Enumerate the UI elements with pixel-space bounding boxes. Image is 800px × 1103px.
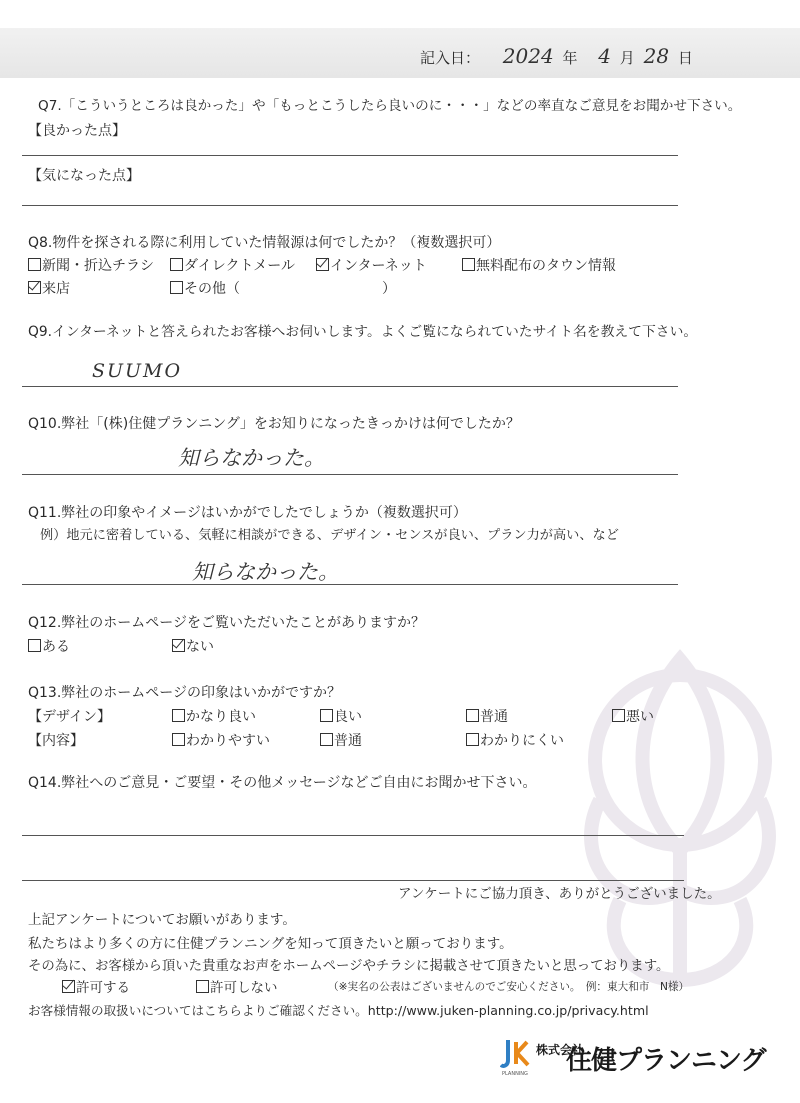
date-year: 2024 [502,44,554,68]
q7-question: Q7.「こういうところは良かった」や「もっとこうしたら良いのに・・・」などの率直なご意見をお聞かせ下さい。 [38,98,742,114]
q13-design-bad[interactable] [612,706,654,726]
q7-concern-label: 【気になった点】 [28,168,140,184]
q13-checkbox-very-good[interactable] [172,709,185,722]
company-logo [500,1038,785,1078]
q8-other-close: ） [382,281,396,297]
q13-option-label: 良い [334,709,362,725]
q13-design-good[interactable] [320,706,362,726]
q8-option-dm[interactable] [170,255,295,275]
footer-line-1: 上記アンケートについてお願いがあります。 [28,912,296,928]
q8-checkbox-visit[interactable] [28,281,41,294]
q9-answer-line [22,386,678,387]
deny-label: 許可しない [210,980,278,996]
q8-question: Q8.物件を探される際に利用していた情報源は何でしたか？（複数選択可） [28,235,501,251]
q12-question: Q12.弊社のホームページをご覧いただいたことがありますか？ [28,615,426,631]
logo-kabu: 株式会社 [536,1043,585,1057]
q12-checkbox-yes[interactable] [28,639,41,652]
jk-mark-icon [500,1038,530,1074]
q8-checkbox-town-info[interactable] [462,258,475,271]
q12-option-yes[interactable] [28,636,70,656]
q13-checkbox-bad[interactable] [612,709,625,722]
date-month: 4 [598,44,612,68]
q13-checkbox-easy[interactable] [172,733,185,746]
q8-option-label: 新聞・折込チラシ [42,258,154,274]
permit-label: 許可する [76,980,130,996]
fleur-emblem-watermark [560,600,800,1000]
q8-option-visit[interactable] [28,278,70,298]
q13-content-hard[interactable] [466,730,564,750]
footer-thanks: アンケートにご協力頂き、ありがとうございました。 [398,886,721,902]
q9-answer[interactable]: SUUMO [92,360,183,382]
q10-question: Q10.弊社「(株)住健プランニング」をお知りになったきっかけは何でしたか？ [28,416,520,432]
q8-option-label: 無料配布のタウン情報 [476,258,616,274]
q8-option-label: 来店 [42,281,70,297]
q13-option-label: かなり良い [186,709,256,725]
privacy-note: （※実名の公表はございませんのでご安心ください。 例：東大和市 N様） [328,981,690,993]
date-day: 28 [643,44,670,68]
logo-name: 住健プランニング [566,1046,766,1076]
q11-answer-line [22,584,678,585]
q13-design-normal[interactable] [466,706,508,726]
q13-option-label: 普通 [480,709,508,725]
q8-checkbox-newspaper[interactable] [28,258,41,271]
q11-example: 例）地元に密着している、気軽に相談ができる、デザイン・センスが良い、プラン力が高い、など [40,528,619,543]
q10-answer[interactable]: 知らなかった。 [178,446,325,470]
q13-option-label: 普通 [334,733,362,749]
q8-checkbox-internet[interactable] [316,258,329,271]
date-day-unit: 日 [677,49,693,67]
q13-design-very-good[interactable] [172,706,256,726]
q13-question: Q13.弊社のホームページの印象はいかがですか？ [28,685,342,701]
q8-option-label: その他（ [184,281,240,297]
q13-checkbox-hard[interactable] [466,733,479,746]
q8-option-newspaper[interactable] [28,255,154,275]
q13-design-label: 【デザイン】 [28,709,112,725]
q9-question: Q9.インターネットと答えられたお客様へお伺いします。よくご覧になられていたサイト名を教えて下さい。 [28,324,698,340]
deny-checkbox[interactable] [196,980,209,993]
privacy-text[interactable]: お客様情報の取扱いについてはこちらよりご確認ください。http://www.juken-planning.co.jp/privacy.html [28,1003,649,1018]
permit-option[interactable] [62,976,130,996]
q13-content-easy[interactable] [172,730,270,750]
q8-checkbox-other[interactable] [170,281,183,294]
q10-answer-line [22,474,678,475]
q8-option-other[interactable] [170,278,240,298]
q12-checkbox-no[interactable] [172,639,185,652]
q7-concern-line [22,205,678,206]
q11-question: Q11.弊社の印象やイメージはいかがでしたでしょうか（複数選択可） [28,505,467,521]
q13-content-label: 【内容】 [28,733,84,749]
footer-line-3: その為に、お客様から頂いた貴重なお声をホームページやチラシに掲載させて頂きたいと思っております。 [28,959,670,974]
q8-option-internet[interactable] [316,255,427,275]
q8-option-label: インターネット [330,258,427,274]
q7-good-label: 【良かった点】 [28,123,126,139]
q12-option-label: ない [186,639,214,655]
q11-answer[interactable]: 知らなかった。 [192,560,339,584]
q13-option-label: わかりやすい [186,733,270,749]
q12-option-no[interactable] [172,636,214,656]
q14-line-1 [22,835,684,836]
q12-option-label: ある [42,639,70,655]
footer-line-2: 私たちはより多くの方に住健プランニングを知って頂きたいと願っております。 [28,936,513,952]
q14-question: Q14.弊社へのご意見・ご要望・その他メッセージなどご自由にお聞かせ下さい。 [28,775,537,791]
q8-checkbox-dm[interactable] [170,258,183,271]
q8-option-town-info[interactable] [462,255,616,275]
date-year-unit: 年 [562,49,578,67]
q13-option-label: わかりにくい [480,733,564,749]
q13-option-label: 悪い [626,709,654,725]
date-month-unit: 月 [619,49,635,67]
q13-checkbox-content-normal[interactable] [320,733,333,746]
permit-checkbox[interactable] [62,980,75,993]
q13-checkbox-design-normal[interactable] [466,709,479,722]
q13-content-normal[interactable] [320,730,362,750]
date-label: 記入日： [420,49,481,67]
deny-option[interactable] [196,976,278,996]
date-row [420,44,693,68]
q7-good-line [22,155,678,156]
logo-sub: PLANNING [502,1071,528,1077]
q14-line-2 [22,880,684,881]
q8-option-label: ダイレクトメール [184,258,296,274]
q13-checkbox-good[interactable] [320,709,333,722]
